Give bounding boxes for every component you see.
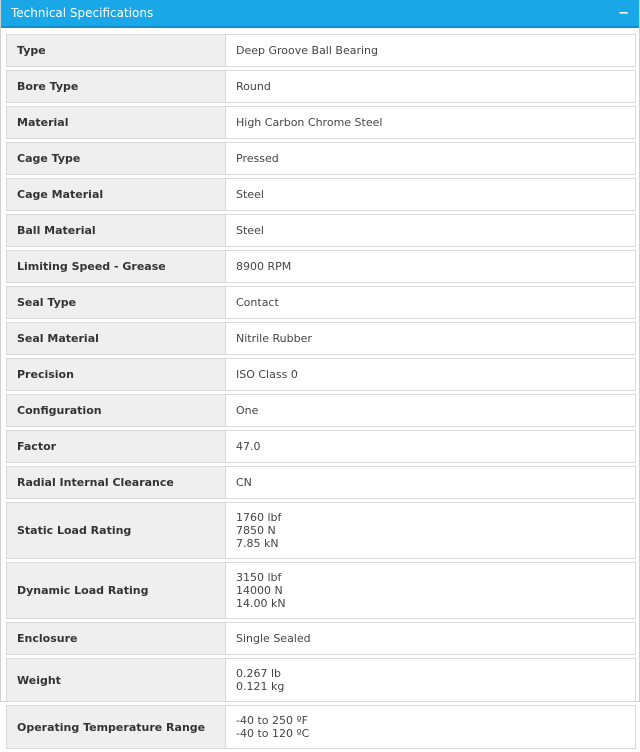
spec-label: Radial Internal Clearance (6, 466, 225, 499)
spec-value-line: Round (236, 80, 271, 93)
spec-row (6, 394, 636, 427)
spec-value (225, 430, 636, 463)
spec-value (225, 142, 636, 175)
spec-value-line: 0.267 lb (236, 667, 282, 680)
panel-header[interactable] (1, 0, 639, 28)
spec-value (225, 705, 636, 749)
spec-value (225, 562, 636, 619)
spec-row (6, 430, 636, 463)
spec-label: Material (6, 106, 225, 139)
spec-value (225, 34, 636, 67)
spec-value (225, 250, 636, 283)
panel-title: Technical Specifications (11, 6, 154, 20)
spec-label: Ball Material (6, 214, 225, 247)
spec-row (6, 705, 636, 749)
spec-row (6, 358, 636, 391)
spec-value (225, 178, 636, 211)
spec-label: Configuration (6, 394, 225, 427)
spec-label: Type (6, 34, 225, 67)
spec-label: Seal Material (6, 322, 225, 355)
spec-row (6, 178, 636, 211)
spec-value (225, 70, 636, 103)
spec-label: Cage Type (6, 142, 225, 175)
spec-label: Precision (6, 358, 225, 391)
minus-icon[interactable]: − (618, 5, 629, 21)
spec-label: Seal Type (6, 286, 225, 319)
spec-row (6, 562, 636, 619)
spec-row (6, 142, 636, 175)
spec-value (225, 466, 636, 499)
spec-value-line: 47.0 (236, 440, 261, 453)
spec-value-line: Steel (236, 224, 264, 237)
spec-value-line: Nitrile Rubber (236, 332, 312, 345)
spec-value-line: 8900 RPM (236, 260, 292, 273)
spec-value-line: High Carbon Chrome Steel (236, 116, 383, 129)
spec-table (6, 31, 636, 752)
spec-value (225, 658, 636, 702)
spec-row (6, 502, 636, 559)
spec-label: Dynamic Load Rating (6, 562, 225, 619)
spec-value-line: 3150 lbf (236, 571, 282, 584)
spec-value-line: One (236, 404, 259, 417)
spec-label: Static Load Rating (6, 502, 225, 559)
spec-value-line: Pressed (236, 152, 279, 165)
spec-value-line: Steel (236, 188, 264, 201)
spec-row (6, 34, 636, 67)
spec-row (6, 322, 636, 355)
spec-table-body (6, 34, 636, 749)
spec-label: Limiting Speed - Grease (6, 250, 225, 283)
spec-label: Factor (6, 430, 225, 463)
spec-row (6, 622, 636, 655)
spec-value-line: Deep Groove Ball Bearing (236, 44, 379, 57)
spec-label: Operating Temperature Range (6, 705, 225, 749)
spec-value (225, 358, 636, 391)
spec-value (225, 622, 636, 655)
spec-row (6, 250, 636, 283)
spec-value-line: -40 to 250 ºF (236, 714, 309, 727)
spec-value-line: 14000 N (236, 584, 283, 597)
spec-label: Enclosure (6, 622, 225, 655)
spec-value-line: 7850 N (236, 524, 276, 537)
spec-value-line: 14.00 kN (236, 597, 286, 610)
spec-value-line: 7.85 kN (236, 537, 279, 550)
spec-row (6, 466, 636, 499)
spec-value (225, 394, 636, 427)
spec-row (6, 658, 636, 702)
spec-value (225, 286, 636, 319)
spec-value (225, 322, 636, 355)
spec-row (6, 286, 636, 319)
spec-value-line: 0.121 kg (236, 680, 285, 693)
spec-value-line: ISO Class 0 (236, 368, 298, 381)
spec-row (6, 214, 636, 247)
spec-value (225, 106, 636, 139)
spec-value (225, 502, 636, 559)
spec-value-line: Single Sealed (236, 632, 311, 645)
spec-value (225, 214, 636, 247)
spec-value-line: -40 to 120 ºC (236, 727, 310, 740)
spec-label: Bore Type (6, 70, 225, 103)
spec-value-line: CN (236, 476, 252, 489)
spec-label: Cage Material (6, 178, 225, 211)
spec-row (6, 70, 636, 103)
spec-label: Weight (6, 658, 225, 702)
spec-value-line: Contact (236, 296, 279, 309)
spec-row (6, 106, 636, 139)
spec-value-line: 1760 lbf (236, 511, 282, 524)
